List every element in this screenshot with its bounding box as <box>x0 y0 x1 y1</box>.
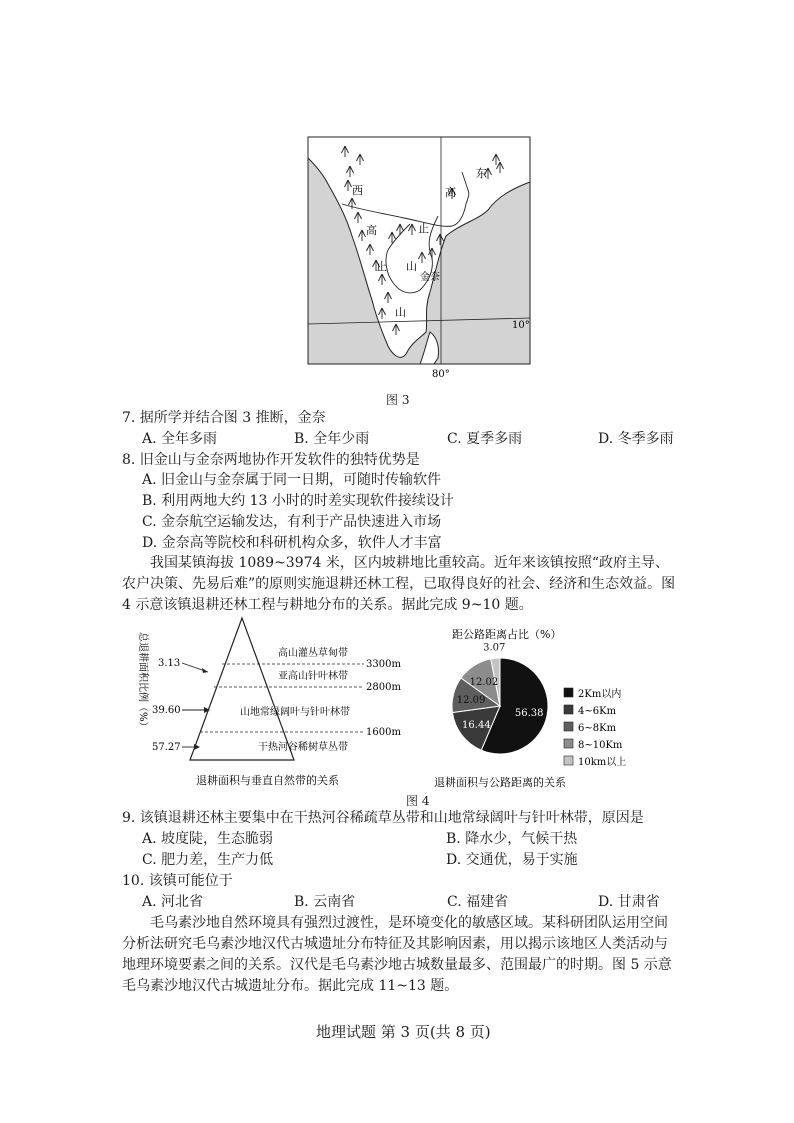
fig4-value-3.13: 3.13 <box>158 658 181 669</box>
fig4-value-57.27: 57.27 <box>152 742 181 753</box>
map-label-jinnai: 金奈 <box>420 272 440 283</box>
map-label-lat: 10° <box>512 320 530 331</box>
legend-swatch-4 <box>564 739 573 748</box>
q7-option-b: B. 全年少雨 <box>294 431 370 447</box>
legend-label-5: 10km以上 <box>578 757 627 768</box>
map-label-shan1: 山 <box>395 306 406 319</box>
legend-swatch-2 <box>564 705 573 714</box>
passage-11-13: 毛乌素沙地自然环境具有强烈过渡性，是环境变化的敏感区域。某科研团队运用空间分析法研究毛乌素沙地汉代古城遗址分布特征及其影响因素，用以揭示该地区人类活动与地理环境要素之间的关系。汉代是毛乌素沙地古城数量最多、范围最广的时期。图 5 示意毛乌素沙地汉代古城遗址分布。据此完成 11~13 题。 <box>122 915 672 994</box>
map-label-xi: 西 <box>352 184 363 197</box>
map-label-dong: 东 <box>476 167 487 180</box>
q8-option-c: C. 金奈航空运输发达，有利于产品快速进入市场 <box>142 514 442 530</box>
q8-option-b: B. 利用两地大约 13 小时的时差实现软件接续设计 <box>142 493 454 509</box>
legend-swatch-5 <box>564 756 573 765</box>
map-label-lon: 80° <box>432 369 450 380</box>
passage-9-10: 我国某镇海拔 1089~3974 米，区内坡耕地比重较高。近年来该镇按照“政府主导、农户决策、先易后难”的原则实施退耕还林工程，已取得良好的社会、经济和生态效益。图 4 示意该镇退耕还林工程与耕地分布的关系。据此完成 9~10 题。 <box>122 555 676 613</box>
fig4-zone-subalpine: 亚高山针叶林带 <box>278 671 348 682</box>
q10-stem: 10. 该镇可能位于 <box>122 873 233 889</box>
q7-option-c: C. 夏季多雨 <box>447 431 523 447</box>
legend-label-1: 2Km以内 <box>578 689 622 700</box>
q7-option-a: A. 全年多雨 <box>142 431 218 447</box>
fig4-zone-alpine: 高山灌丛草甸带 <box>278 648 348 659</box>
map-label-zhi2: 止 <box>418 222 429 235</box>
fig4-elev-2800: 2800m <box>366 682 401 693</box>
fig4-zone-montane: 山地常绿阔叶与针叶林带 <box>240 707 350 718</box>
q8-option-a: A. 旧金山与金奈属于同一日期，可随时传输软件 <box>142 472 442 488</box>
legend-label-3: 6~8Km <box>578 723 617 734</box>
legend-swatch-3 <box>564 722 573 731</box>
q10-option-b: B. 云南省 <box>294 894 356 910</box>
q10-option-a: A. 河北省 <box>142 894 204 910</box>
pie-label-2: 16.44 <box>462 720 491 732</box>
fig4-triangle <box>118 612 420 792</box>
pie-title: 距公路距离占比（%） <box>452 628 562 641</box>
fig4-zone-valley: 干热河谷稀树草丛带 <box>258 742 348 753</box>
q10-option-c: C. 福建省 <box>447 894 509 910</box>
pie-label-3: 12.09 <box>456 694 486 706</box>
q9-option-a: A. 坡度陡，生态脆弱 <box>142 831 274 847</box>
q7-stem: 7. 据所学并结合图 3 推断，金奈 <box>122 410 326 426</box>
pie-label-1: 56.38 <box>514 707 544 719</box>
map-label-gao1: 高 <box>366 224 377 237</box>
fig4-ylabel: 总退耕面积比例（%） <box>137 632 148 732</box>
map-label-shan2: 山 <box>406 260 417 273</box>
legend-label-2: 4~6Km <box>578 706 617 717</box>
page-footer: 地理试题 第 3 页(共 8 页) <box>316 1023 491 1041</box>
fig4-elev-3300: 3300m <box>366 659 401 670</box>
q9-option-d: D. 交通优，易于实施 <box>446 852 578 868</box>
map-label-gao2: 高 <box>445 186 456 199</box>
q8-option-d: D. 金奈高等院校和科研机构众多，软件人才丰富 <box>142 535 442 551</box>
map-figure <box>300 132 540 382</box>
q7-option-d: D. 冬季多雨 <box>598 431 674 447</box>
pie-label-5: 3.07 <box>483 642 506 654</box>
fig4-tri-caption: 退耕面积与垂直自然带的关系 <box>196 774 339 787</box>
map-label-zhi1: 止 <box>376 260 387 273</box>
q9-option-b: B. 降水少，气候干热 <box>446 831 578 847</box>
pie-label-4: 12.02 <box>469 676 499 688</box>
q8-stem: 8. 旧金山与金奈两地协作开发软件的独特优势是 <box>122 452 420 468</box>
figure4-caption: 图 4 <box>406 794 430 808</box>
q10-option-d: D. 甘肃省 <box>598 894 660 910</box>
legend-swatch-1 <box>564 688 573 697</box>
legend-label-4: 8~10Km <box>578 740 623 751</box>
pie-caption: 退耕面积与公路距离的关系 <box>434 776 566 789</box>
figure3-caption: 图 3 <box>386 393 410 407</box>
fig4-pie <box>420 624 650 794</box>
fig4-value-39.60: 39.60 <box>152 705 181 716</box>
q9-option-c: C. 肥力差，生产力低 <box>142 852 274 868</box>
fig4-elev-1600: 1600m <box>366 727 401 738</box>
q9-stem: 9. 该镇退耕还林主要集中在干热河谷稀疏草丛带和山地常绿阔叶与针叶林带，原因是 <box>122 810 644 826</box>
